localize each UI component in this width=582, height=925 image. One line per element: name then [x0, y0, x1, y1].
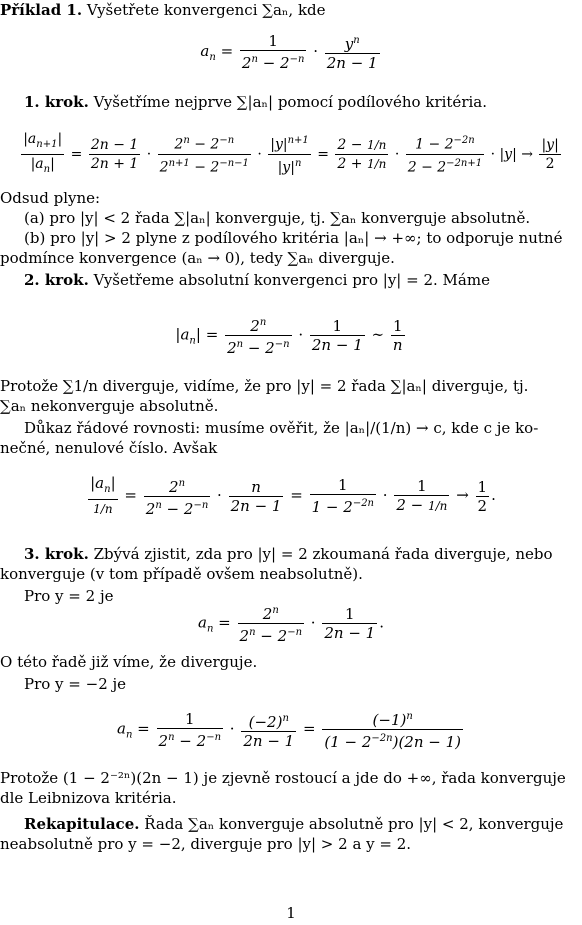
dukaz-line2: nečné, nenulové číslo. Avšak [0, 439, 218, 457]
problem-intro-text: Vyšetřete konvergenci ∑aₙ, kde [86, 1, 326, 19]
step3-paragraph [0, 544, 582, 564]
protoze2-line1: Protože (1 − 2⁻²ⁿ)(2n − 1) je zjevně rostoucí a jde do +∞, řada konverguje [0, 769, 566, 787]
page-number: 1 [286, 904, 296, 922]
pro-y2-line: Pro y = 2 je [24, 587, 114, 605]
rekapitulace-text-line2: neabsolutně pro y = −2, diverguje pro |y| > 2 a y = 2. [0, 835, 412, 853]
problem-intro [0, 0, 582, 20]
protoze2-line2: dle Leibnizova kritéria. [0, 789, 177, 807]
equation-limit: $\frac{|a_n|}{1/n}$ = $\frac{2^n}{2^n - 2^{-n}}$ · $\frac{n}{2n - 1}$ = $\frac{1}{1 - 2^{-2n}}$ · $\frac{1}{2 - 1/n}$ → $\frac{1}{2}$ . [90, 474, 496, 518]
step3-heading: 3. krok. [24, 545, 89, 563]
equation-ratio-test: $\frac{|a_{n+1}|}{|a_n|}$ = $\frac{2n - 1}{2n + 1}$ · $\frac{2^n - 2^{-n}}{2^{n+1} - 2^{-n-1}}$ · $\frac{|y|^{n+1}}{|y|^n}$ = $\frac{2 - 1/n}{2 + 1/n}$ · $\frac{1 - 2^{-2n}}{2 - 2^{-2n+1}}$ · |y| → $\frac{|y|}{2}$ [23, 131, 559, 176]
rekapitulace-text: Řada ∑aₙ konverguje absolutně pro |y| < 2, konverguje [144, 815, 564, 833]
step3-text-line2: konverguje (v tom případě ovšem neabsolutně). [0, 565, 363, 583]
equation-an-definition: $a_n$ = $\frac{1}{2^n - 2^{-n}}$ · $\frac{y^n}{2n - 1}$ [200, 32, 378, 72]
step1-text: Vyšetříme nejprve ∑|aₙ| pomocí podílového kritéria. [93, 93, 487, 111]
step2-paragraph [0, 270, 582, 290]
case-b-line1: (b) pro |y| > 2 plyne z podílového kritéria |aₙ| → +∞; to odporuje nutné [24, 229, 563, 247]
equation-y-equals-2: $a_n$ = $\frac{2^n}{2^n - 2^{-n}}$ · $\frac{1}{2n - 1}$ . [0, 602, 582, 645]
o-tete-line: O této řadě již víme, že diverguje. [0, 653, 258, 671]
problem-title: Příklad 1. [0, 1, 83, 19]
rekapitulace-heading: Rekapitulace. [24, 815, 140, 833]
protoze1-line1: Protože ∑1/n diverguje, vidíme, že pro |y| = 2 řada ∑|aₙ| diverguje, tj. [0, 377, 529, 395]
pro-ym2-line: Pro y = −2 je [24, 675, 127, 693]
dukaz-line1: Důkaz řádové rovnosti: musíme ověřit, že |aₙ|/(1/n) → c, kde c je ko- [24, 419, 539, 437]
equation-abs-an: $|a_n|$ = $\frac{2^n}{2^n - 2^{-n}}$ · $\frac{1}{2n - 1}$ ∼ $\frac{1}{n}$ [0, 314, 582, 357]
equation-y-equals-minus-2: $a_n$ = $\frac{1}{2^n - 2^{-n}}$ · $\frac{(-2)^n}{2n - 1}$ = $\frac{(-1)^n}{(1 - 2^{-2n})(2n - 1)}$ [116, 709, 462, 751]
step1-heading: 1. krok. [24, 93, 89, 111]
step1-paragraph [0, 92, 582, 112]
step3-text: Zbývá zjistit, zda pro |y| = 2 zkoumaná řada diverguje, nebo [93, 545, 553, 563]
rekapitulace-paragraph [0, 814, 582, 834]
step2-text: Vyšetřeme absolutní konvergenci pro |y| = 2. Máme [93, 271, 490, 289]
case-a: (a) pro |y| < 2 řada ∑|aₙ| konverguje, tj. ∑aₙ konverguje absolutně. [24, 209, 531, 227]
case-b-line2: podmínce konvergence (aₙ → 0), tedy ∑aₙ diverguje. [0, 249, 395, 267]
odsud-line: Odsud plyne: [0, 189, 101, 207]
protoze1-line2: ∑aₙ nekonverguje absolutně. [0, 397, 219, 415]
step2-heading: 2. krok. [24, 271, 89, 289]
